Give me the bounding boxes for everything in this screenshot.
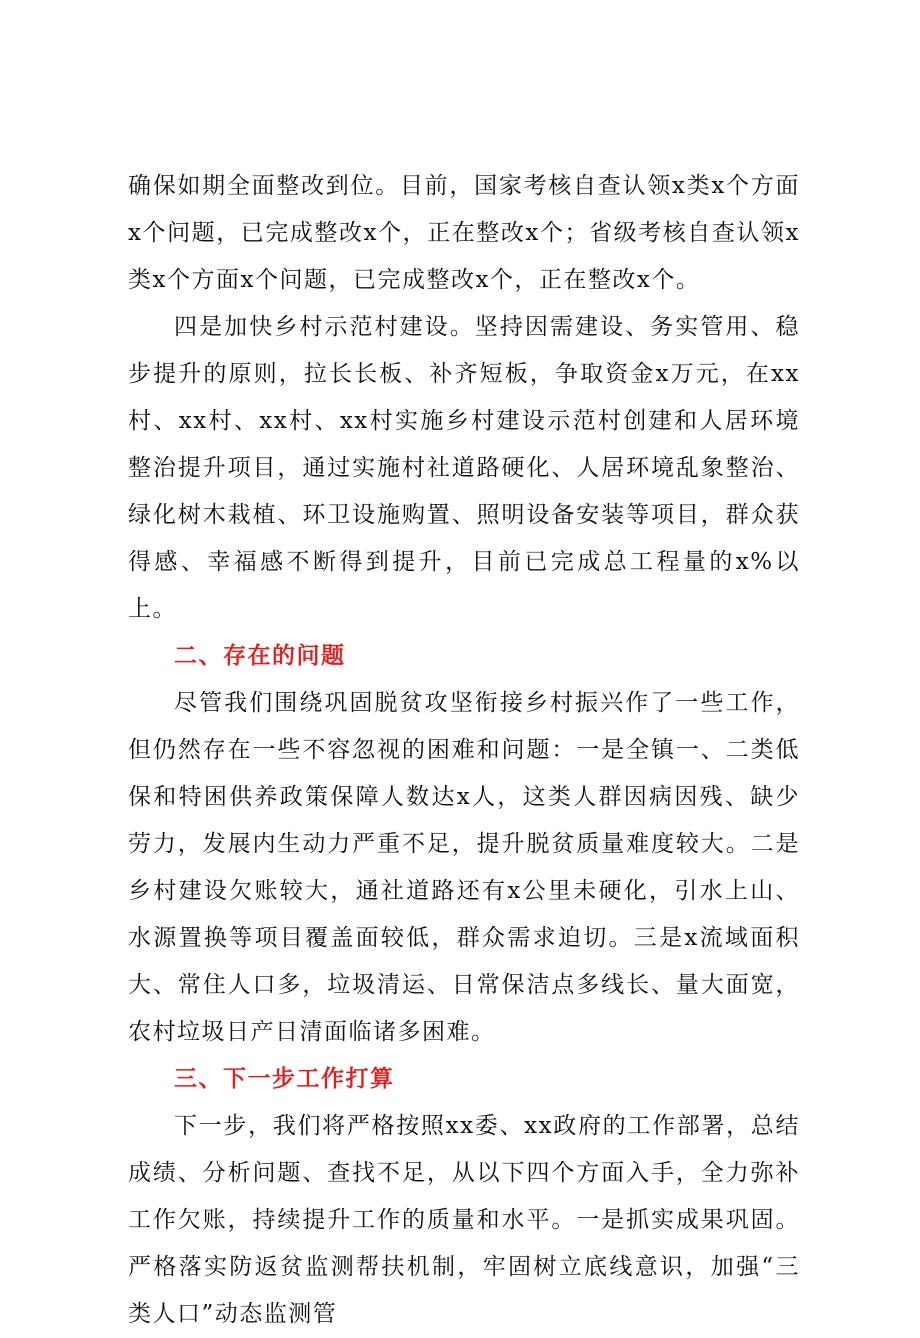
section-heading-next-steps: 三、下一步工作打算 xyxy=(174,1066,395,1092)
paragraph-next-steps: 下一步，我们将严格按照xx委、xx政府的工作部署，总结成绩、分析问题、查找不足，从以下四个方面入手，全力弥补工作欠账，持续提升工作的质量和水平。一是抓实成果巩固。严格落实防返贫监测帮扶机制，牢固树立底线意识，加强“三类人口”动态监测管 xyxy=(128,1113,800,1327)
document-body xyxy=(128,163,800,1338)
paragraph-existing-problems: 尽管我们围绕巩固脱贫攻坚衔接乡村振兴作了一些工作，但仍然存在一些不容忽视的困难和问题：一是全镇一、二类低保和特困供养政策保障人数达x人，这类人群因病因残、缺少劳力，发展内生动力严重不足，提升脱贫质量难度较大。二是乡村建设欠账较大，通社道路还有x公里未硬化，引水上山、水源置换等项目覆盖面较低，群众需求迫切。三是x流域面积大、常住人口多，垃圾清运、日常保洁点多线长、量大面宽，农村垃圾日产日清面临诸多困难。 xyxy=(128,690,800,1045)
paragraph-demonstration-village: 四是加快乡村示范村建设。坚持因需建设、务实管用、稳步提升的原则，拉长长板、补齐短板，争取资金x万元，在xx村、xx村、xx村、xx村实施乡村建设示范村创建和人居环境整治提升项目，通过实施村社道路硬化、人居环境乱象整治、绿化树木栽植、环卫设施购置、照明设备安装等项目，群众获得感、幸福感不断得到提升，目前已完成总工程量的x%以上。 xyxy=(128,314,800,622)
paragraph-rectification-status: 确保如期全面整改到位。目前，国家考核自查认领x类x个方面x个问题，已完成整改x个，正在整改x个；省级考核自查认领x类x个方面x个问题，已完成整改x个，正在整改x个。 xyxy=(128,173,800,293)
section-heading-existing-problems: 二、存在的问题 xyxy=(174,643,346,669)
